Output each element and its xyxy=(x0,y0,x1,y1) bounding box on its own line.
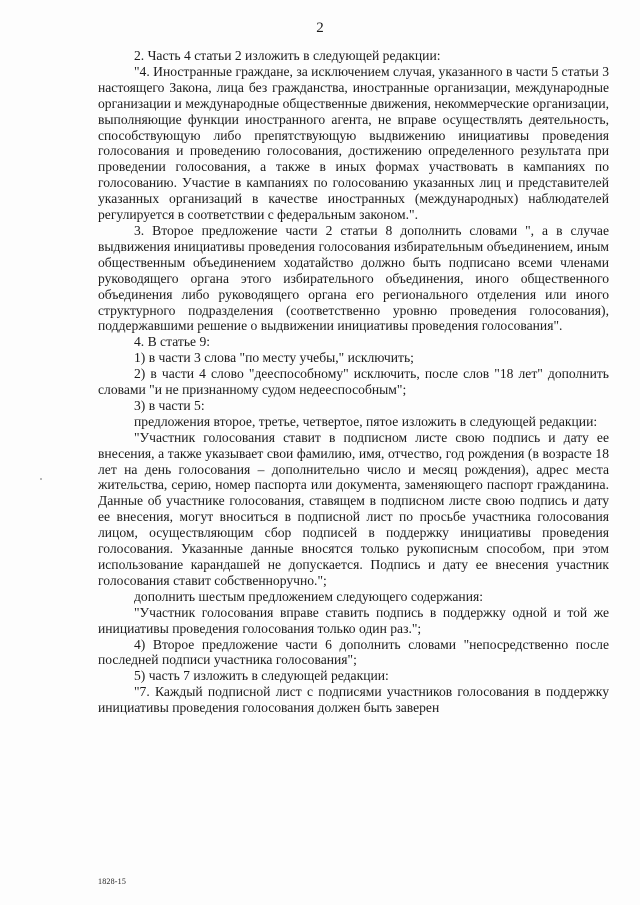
paragraph-subitem-3-header: 3) в части 5: xyxy=(134,397,205,413)
paragraph-subitem-5-header: 5) часть 7 изложить в следующей редакции: xyxy=(134,668,389,684)
paragraph-part-4-text: "4. Иностранные граждане, за исключением случая, указанного в части 5 статьи 3 настоящего Закона, лица без гражданства, иностранные организации, международные организации и международные общественные движения, некоммерческие организации, выполняющие функции иностранного агента, не вправе осуществлять деятельность, способствующую либо препятствующую выдвижению инициативы проведения голосования и проведению голосования, достижению определенного результата при проведении голосования, а также в иных формах участвовать в кампаниях по голосованию. Участие в кампаниях по голосованию указанных лиц и представителей указанных организаций в качестве иностранных (международных) наблюдателей регулируется в соответствии с федеральным законом.". xyxy=(98,63,609,223)
paragraph-item-3: 3. Второе предложение части 2 статьи 8 дополнить словами ", а в случае выдвижения инициативы проведения голосования избирательным объединением, иным общественным объединением ходатайство должно быть подписано всеми членами руководящего органа этого избирательного объединения, иного общественного объединения либо руководящего органа его регионального отделения или иного структурного подразделения (соответственно уровню проведения голосования), поддержавшими решение о выдвижении инициативы проведения голосования". xyxy=(98,222,609,334)
paragraph-subitem-2: 2) в части 4 слово "дееспособному" исключить, после слов "18 лет" дополнить словами "и не признанному судом недееспособным"; xyxy=(98,366,609,398)
paragraph-signature-rules: "Участник голосования ставит в подписном листе свою подпись и дату ее внесения, а также указывает свои фамилию, имя, отчество, год рождения (в возрасте 18 лет на день голосования – дополнительно число и месяц рождения), адрес места жительства, серию, номер паспорта или документа, заменяющего паспорт гражданина. Данные об участнике голосования, ставящем в подписном листе свою подпись и дату ее внесения, могут вноситься в подписной лист по просьбе участника голосования лицом, осуществляющим сбор подписей в поддержку инициативы проведения голосования. Указанные данные вносятся только рукописным способом, при этом использование карандашей не допускается. Подпись и дату ее внесения участник голосования ставит собственноручно."; xyxy=(98,429,609,588)
page-number: 2 xyxy=(316,20,324,36)
paragraph-sixth-sentence-text: "Участник голосования вправе ставить подпись в поддержку одной и той же инициативы проведения голосования только один раз."; xyxy=(98,604,609,636)
paragraph-sentences-instruction: предложения второе, третье, четвертое, пятое изложить в следующей редакции: xyxy=(134,413,598,429)
paragraph-subitem-1: 1) в части 3 слова "по месту учебы," исключить; xyxy=(134,350,414,366)
scan-artifact xyxy=(40,478,42,480)
footer-document-code: 1828-15 xyxy=(98,877,127,886)
paragraph-sixth-sentence-instruction: дополнить шестым предложением следующего содержания: xyxy=(134,588,484,604)
paragraph-subitem-4: 4) Второе предложение части 6 дополнить словами "непосредственно после последней подписи участника голосования"; xyxy=(98,636,609,668)
paragraph-part-7-text: "7. Каждый подписной лист с подписями участников голосования в поддержку инициативы проведения голосования должен быть заверен xyxy=(98,684,609,716)
document-body xyxy=(98,48,609,716)
paragraph-item-4-header: 4. В статье 9: xyxy=(134,334,211,350)
paragraph-item-2-header: 2. Часть 4 статьи 2 изложить в следующей редакции: xyxy=(134,48,441,63)
